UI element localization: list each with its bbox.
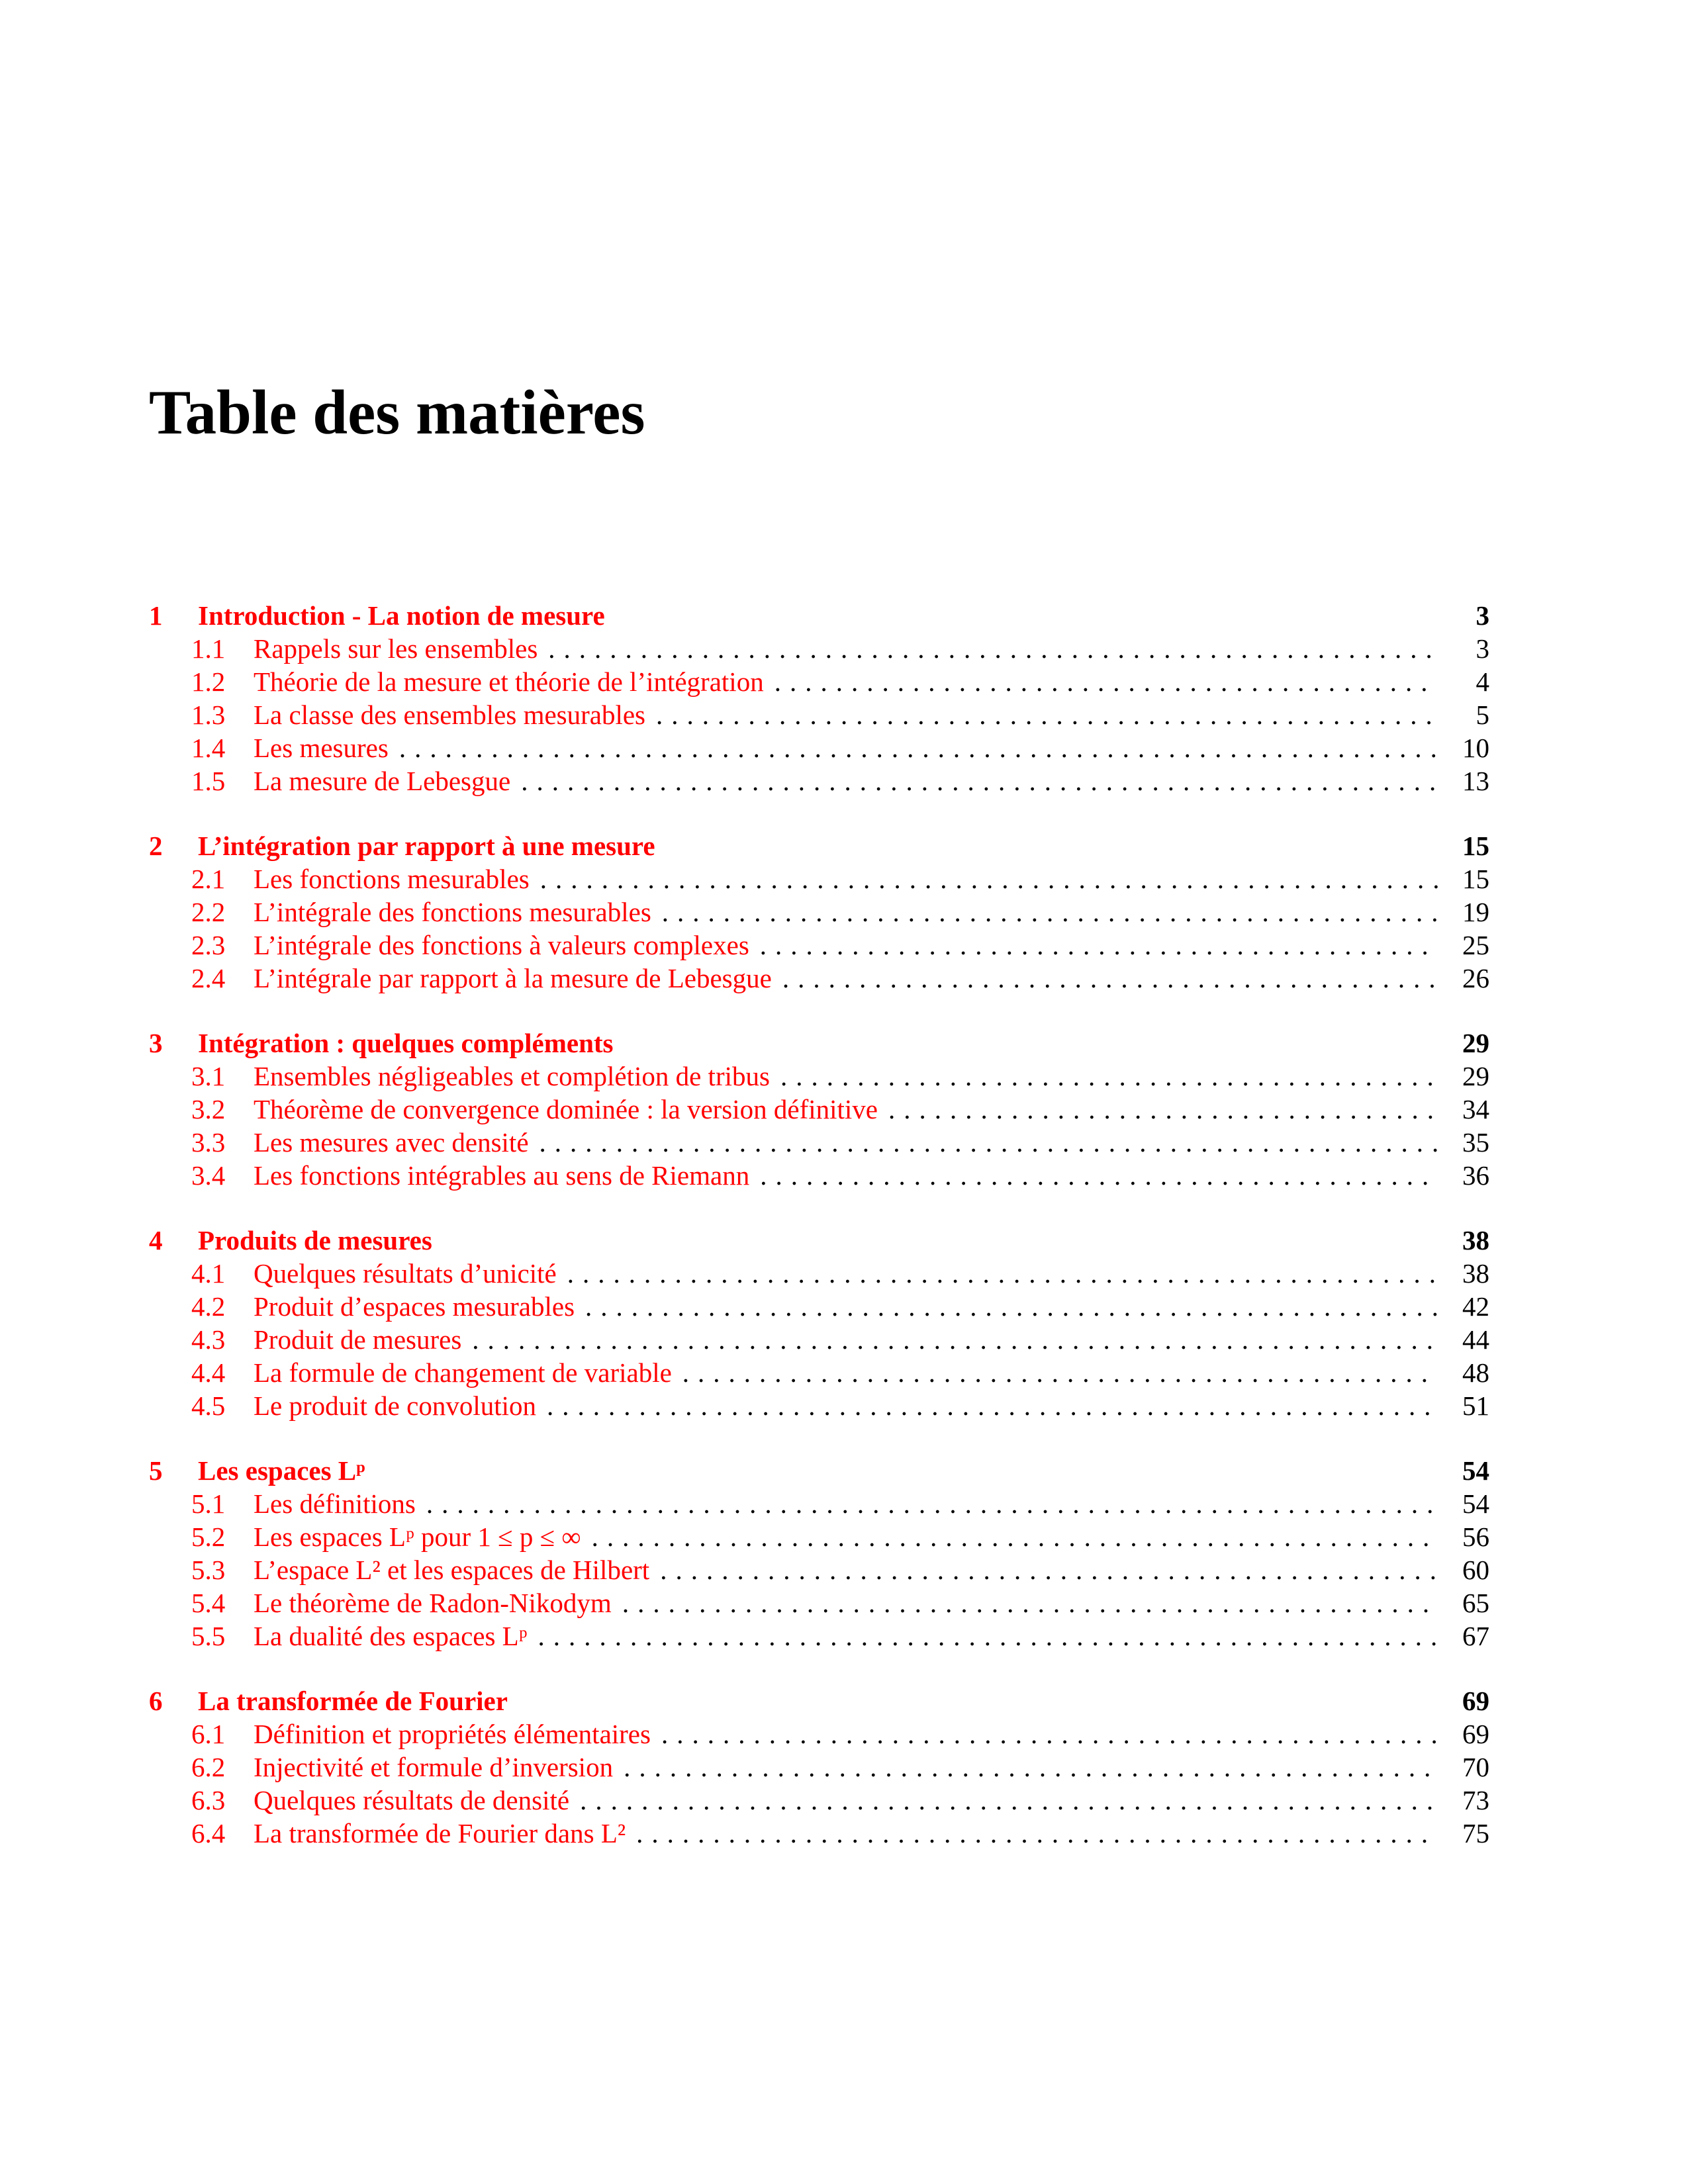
toc-chapter-line — [149, 1224, 1489, 1257]
toc-section-line — [149, 1553, 1489, 1586]
section-title-link[interactable]: Définition et propriétés élémentaires — [254, 1719, 651, 1749]
section-page-number: 25 — [1462, 930, 1489, 960]
chapter-block — [149, 1224, 1489, 1422]
chapter-title-link[interactable]: Produits de mesures — [198, 1225, 432, 1255]
section-title-link[interactable]: Le théorème de Radon-Nikodym — [254, 1588, 612, 1618]
section-page-number: 67 — [1462, 1621, 1489, 1651]
chapter-title-link[interactable]: Introduction - La notion de mesure — [198, 600, 605, 631]
toc-section-line — [149, 1751, 1489, 1784]
toc-section-line — [149, 1323, 1489, 1356]
section-title-link[interactable]: Les définitions — [254, 1488, 416, 1519]
section-title-link[interactable]: Les fonctions intégrables au sens de Riemann — [254, 1160, 750, 1191]
chapter-title-link[interactable]: L’intégration par rapport à une mesure — [198, 831, 655, 861]
toc-section-line — [149, 929, 1489, 962]
section-title-link[interactable]: Quelques résultats de densité — [254, 1785, 570, 1815]
toc-section-line — [149, 1619, 1489, 1653]
section-page-number: 69 — [1462, 1719, 1489, 1749]
section-title-link[interactable]: Les fonctions mesurables — [254, 864, 530, 894]
chapter-number[interactable]: 3 — [149, 1028, 163, 1058]
section-page-number: 75 — [1462, 1818, 1489, 1848]
chapter-number[interactable]: 6 — [149, 1686, 163, 1716]
toc-section-line — [149, 665, 1489, 698]
dot-leader — [622, 1586, 1438, 1619]
dot-leader — [682, 1356, 1438, 1389]
section-page-number: 38 — [1462, 1258, 1489, 1289]
chapter-title-link[interactable]: Les espaces Lᵖ — [198, 1455, 365, 1486]
toc-chapter-line — [149, 599, 1489, 632]
dot-leader — [540, 862, 1438, 895]
section-page-number: 3 — [1476, 633, 1489, 664]
section-page-number: 13 — [1462, 766, 1489, 796]
dot-leader — [399, 731, 1438, 764]
chapter-block — [149, 1454, 1489, 1653]
section-title-link[interactable]: L’espace L² et les espaces de Hilbert — [254, 1555, 650, 1585]
chapter-number[interactable]: 1 — [149, 600, 163, 631]
dot-leader — [547, 1389, 1438, 1422]
section-title-link[interactable]: La dualité des espaces Lᵖ — [254, 1621, 528, 1651]
section-number[interactable]: 4.2 — [191, 1291, 226, 1322]
section-title-link[interactable]: Rappels sur les ensembles — [254, 633, 538, 664]
dot-leader — [760, 929, 1438, 962]
toc-section-line — [149, 1520, 1489, 1553]
table-of-contents — [149, 599, 1489, 1850]
section-page-number: 51 — [1462, 1390, 1489, 1421]
dot-leader — [636, 1817, 1438, 1850]
chapter-block — [149, 1026, 1489, 1192]
toc-chapter-line — [149, 829, 1489, 862]
section-page-number: 4 — [1476, 666, 1489, 697]
dot-leader — [888, 1093, 1438, 1126]
section-page-number: 19 — [1462, 897, 1489, 927]
toc-section-line — [149, 1586, 1489, 1619]
toc-chapter-line — [149, 1454, 1489, 1487]
toc-section-line — [149, 1817, 1489, 1850]
section-title-link[interactable]: Les espaces Lᵖ pour 1 ≤ p ≤ ∞ — [254, 1522, 581, 1552]
section-title-link[interactable]: L’intégrale par rapport à la mesure de Lebesgue — [254, 963, 772, 993]
chapter-block — [149, 1684, 1489, 1850]
page-title: Table des matières — [149, 377, 645, 447]
chapter-title-link[interactable]: La transformée de Fourier — [198, 1686, 508, 1716]
toc-section-line — [149, 1717, 1489, 1751]
dot-leader — [548, 632, 1438, 665]
dot-leader — [662, 895, 1438, 929]
section-page-number: 35 — [1462, 1127, 1489, 1158]
section-number[interactable]: 1.3 — [191, 700, 226, 730]
chapter-number[interactable]: 4 — [149, 1225, 163, 1255]
chapter-number[interactable]: 2 — [149, 831, 163, 861]
section-number[interactable]: 4.3 — [191, 1324, 226, 1355]
toc-section-line — [149, 1159, 1489, 1192]
dot-leader — [585, 1290, 1438, 1323]
section-page-number: 15 — [1462, 864, 1489, 894]
section-number[interactable]: 4.5 — [191, 1390, 226, 1421]
dot-leader — [660, 1553, 1438, 1586]
toc-section-line — [149, 1290, 1489, 1323]
section-title-link[interactable]: Quelques résultats d’unicité — [254, 1258, 557, 1289]
dot-leader — [780, 1060, 1438, 1093]
toc-section-line — [149, 895, 1489, 929]
chapter-block — [149, 599, 1489, 797]
section-title-link[interactable]: Produit de mesures — [254, 1324, 462, 1355]
toc-section-line — [149, 862, 1489, 895]
toc-section-line — [149, 962, 1489, 995]
section-page-number: 10 — [1462, 733, 1489, 763]
section-number[interactable]: 3.4 — [191, 1160, 226, 1191]
section-number[interactable]: 2.2 — [191, 897, 226, 927]
chapter-page-number: 69 — [1462, 1686, 1489, 1716]
section-title-link[interactable]: Ensembles négligeables et complétion de tribus — [254, 1061, 770, 1091]
chapter-page-number: 15 — [1462, 831, 1489, 861]
toc-section-line — [149, 1257, 1489, 1290]
section-title-link[interactable]: La mesure de Lebesgue — [254, 766, 511, 796]
section-title-link[interactable]: L’intégrale des fonctions à valeurs complexes — [254, 930, 749, 960]
toc-section-line — [149, 1093, 1489, 1126]
chapter-page-number: 54 — [1462, 1455, 1489, 1486]
section-page-number: 5 — [1476, 700, 1489, 730]
section-title-link[interactable]: Les mesures — [254, 733, 389, 763]
section-page-number: 29 — [1462, 1061, 1489, 1091]
section-number[interactable]: 3.1 — [191, 1061, 226, 1091]
section-page-number: 73 — [1462, 1785, 1489, 1815]
toc-section-line — [149, 1487, 1489, 1520]
toc-chapter-line — [149, 1026, 1489, 1060]
section-title-link[interactable]: Le produit de convolution — [254, 1390, 536, 1421]
section-number[interactable]: 6.3 — [191, 1785, 226, 1815]
section-page-number: 54 — [1462, 1488, 1489, 1519]
chapter-block — [149, 829, 1489, 995]
section-page-number: 34 — [1462, 1094, 1489, 1124]
dot-leader — [592, 1520, 1438, 1553]
section-page-number: 44 — [1462, 1324, 1489, 1355]
toc-section-line — [149, 1389, 1489, 1422]
dot-leader — [624, 1751, 1438, 1784]
toc-chapter-line — [149, 1684, 1489, 1717]
dot-leader — [539, 1126, 1438, 1159]
section-page-number: 70 — [1462, 1752, 1489, 1782]
dot-leader — [760, 1159, 1438, 1192]
toc-section-line — [149, 698, 1489, 731]
section-page-number: 65 — [1462, 1588, 1489, 1618]
dot-leader — [782, 962, 1438, 995]
section-number[interactable]: 4.4 — [191, 1357, 226, 1388]
section-title-link[interactable]: Théorie de la mesure et théorie de l’intégration — [254, 666, 764, 697]
section-number[interactable]: 5.2 — [191, 1522, 226, 1552]
section-number[interactable]: 2.1 — [191, 864, 226, 894]
section-title-link[interactable]: Injectivité et formule d’inversion — [254, 1752, 614, 1782]
toc-section-line — [149, 1126, 1489, 1159]
chapter-page-number: 38 — [1462, 1225, 1489, 1255]
section-number[interactable]: 5.1 — [191, 1488, 226, 1519]
dot-leader — [774, 665, 1438, 698]
toc-section-line — [149, 1356, 1489, 1389]
chapter-number[interactable]: 5 — [149, 1455, 163, 1486]
section-title-link[interactable]: La formule de changement de variable — [254, 1357, 672, 1388]
section-page-number: 48 — [1462, 1357, 1489, 1388]
toc-section-line — [149, 1784, 1489, 1817]
section-title-link[interactable]: Les mesures avec densité — [254, 1127, 529, 1158]
section-title-link[interactable]: L’intégrale des fonctions mesurables — [254, 897, 651, 927]
chapter-page-number: 3 — [1476, 600, 1489, 631]
chapter-title-link[interactable]: Intégration : quelques compléments — [198, 1028, 614, 1058]
section-page-number: 56 — [1462, 1522, 1489, 1552]
dot-leader — [567, 1257, 1438, 1290]
section-number[interactable]: 1.2 — [191, 666, 226, 697]
section-title-link[interactable]: La classe des ensembles mesurables — [254, 700, 646, 730]
dot-leader — [426, 1487, 1438, 1520]
section-number[interactable]: 2.4 — [191, 963, 226, 993]
section-number[interactable]: 6.1 — [191, 1719, 226, 1749]
section-number[interactable]: 4.1 — [191, 1258, 226, 1289]
toc-section-line — [149, 764, 1489, 797]
chapter-page-number: 29 — [1462, 1028, 1489, 1058]
section-number[interactable]: 5.4 — [191, 1588, 226, 1618]
section-number[interactable]: 5.5 — [191, 1621, 226, 1651]
section-number[interactable]: 6.2 — [191, 1752, 226, 1782]
section-number[interactable]: 1.5 — [191, 766, 226, 796]
dot-leader — [656, 698, 1438, 731]
dot-leader — [661, 1717, 1438, 1751]
section-title-link[interactable]: Produit d’espaces mesurables — [254, 1291, 575, 1322]
section-number[interactable]: 2.3 — [191, 930, 226, 960]
section-page-number: 26 — [1462, 963, 1489, 993]
section-number[interactable]: 3.2 — [191, 1094, 226, 1124]
section-number[interactable]: 5.3 — [191, 1555, 226, 1585]
toc-section-line — [149, 632, 1489, 665]
section-page-number: 60 — [1462, 1555, 1489, 1585]
section-number[interactable]: 3.3 — [191, 1127, 226, 1158]
section-number[interactable]: 6.4 — [191, 1818, 226, 1848]
section-number[interactable]: 1.4 — [191, 733, 226, 763]
section-number[interactable]: 1.1 — [191, 633, 226, 664]
dot-leader — [538, 1619, 1438, 1653]
section-title-link[interactable]: La transformée de Fourier dans L² — [254, 1818, 626, 1848]
dot-leader — [521, 764, 1438, 797]
section-page-number: 36 — [1462, 1160, 1489, 1191]
section-title-link[interactable]: Théorème de convergence dominée : la version définitive — [254, 1094, 878, 1124]
toc-section-line — [149, 731, 1489, 764]
section-page-number: 42 — [1462, 1291, 1489, 1322]
toc-section-line — [149, 1060, 1489, 1093]
dot-leader — [580, 1784, 1438, 1817]
dot-leader — [472, 1323, 1438, 1356]
